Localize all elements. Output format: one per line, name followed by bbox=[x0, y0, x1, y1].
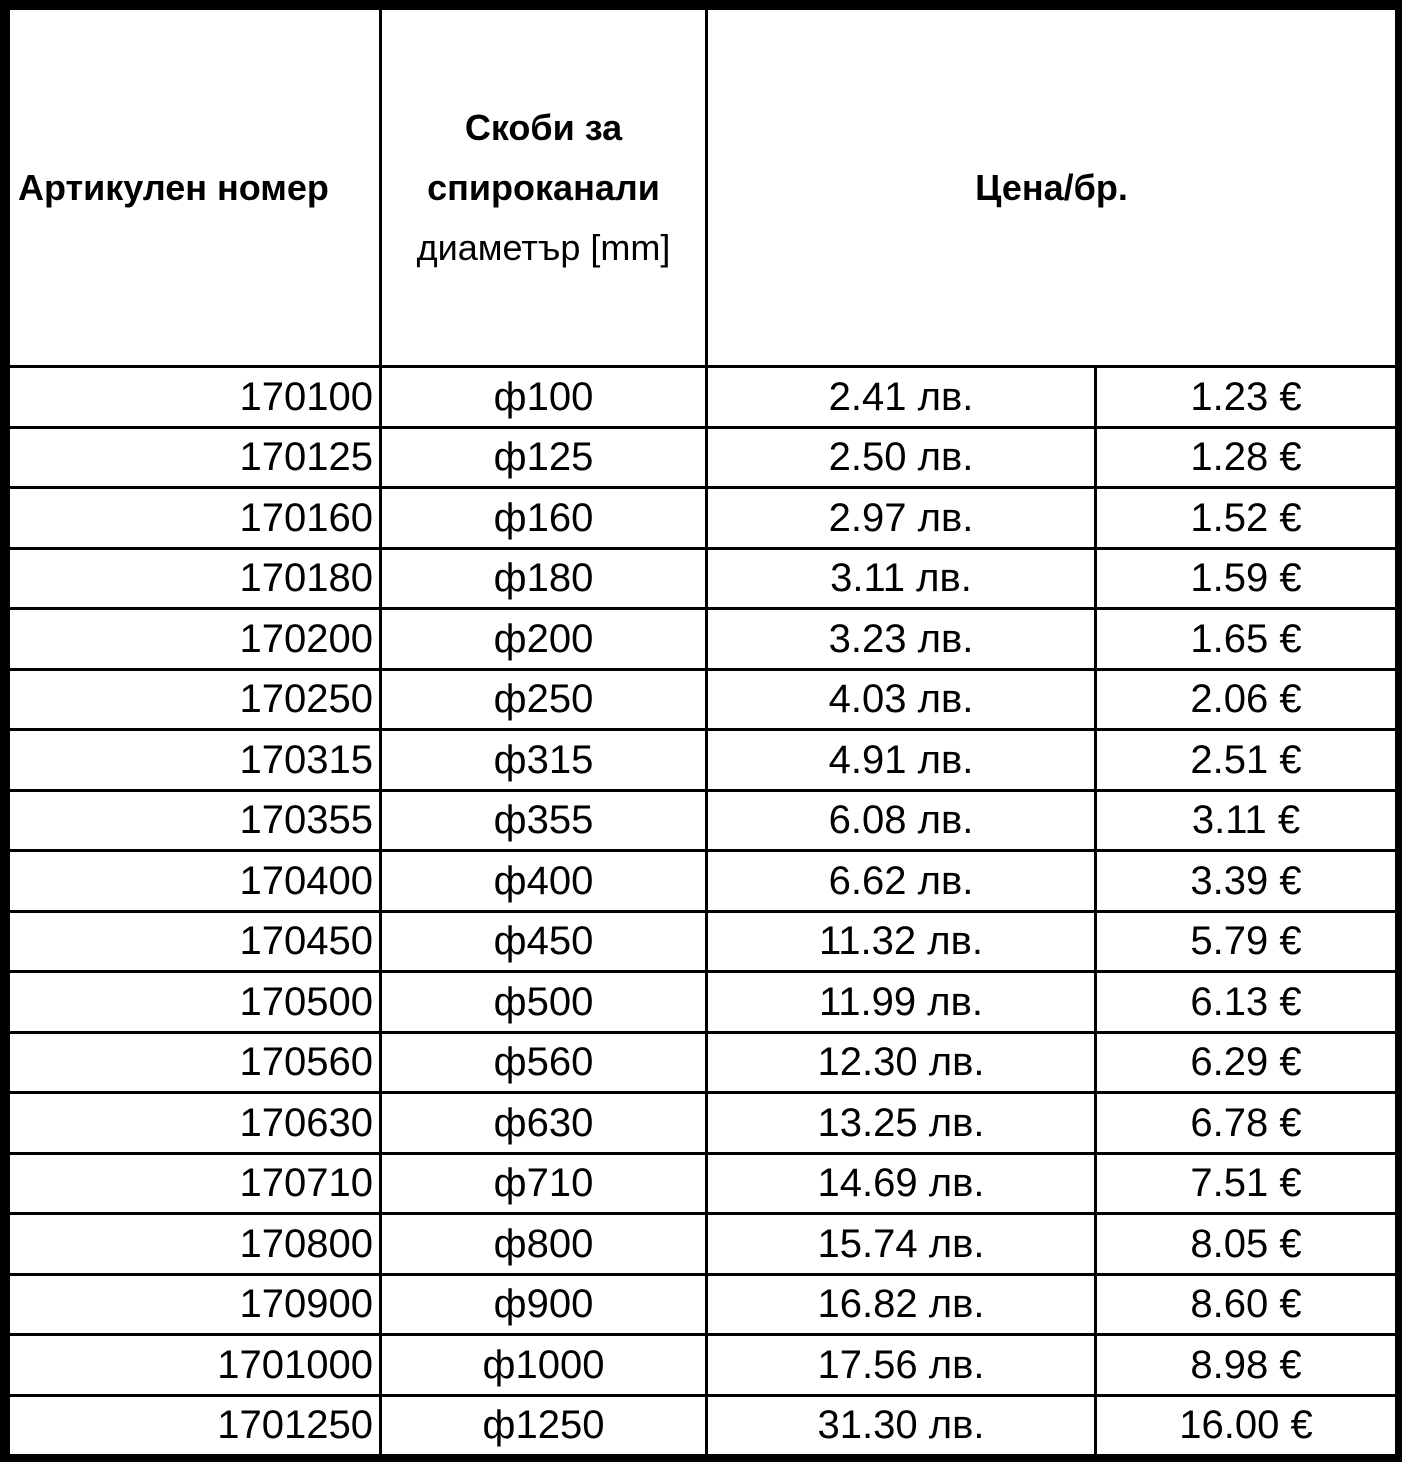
diameter-cell: ф1000 bbox=[381, 1335, 707, 1396]
table-row bbox=[9, 851, 1397, 912]
price-bgn-cell: 31.30 лв. bbox=[707, 1395, 1096, 1456]
price-bgn-cell: 12.30 лв. bbox=[707, 1032, 1096, 1093]
price-eur-cell: 2.06 € bbox=[1096, 669, 1397, 730]
article-number-cell: 170200 bbox=[9, 609, 381, 670]
price-bgn-cell: 6.08 лв. bbox=[707, 790, 1096, 851]
article-number-cell: 170900 bbox=[9, 1274, 381, 1335]
diameter-cell: ф800 bbox=[381, 1214, 707, 1275]
price-bgn-cell: 17.56 лв. bbox=[707, 1335, 1096, 1396]
price-eur-cell: 1.65 € bbox=[1096, 609, 1397, 670]
table-row bbox=[9, 1032, 1397, 1093]
diameter-cell: ф710 bbox=[381, 1153, 707, 1214]
diameter-cell: ф630 bbox=[381, 1093, 707, 1154]
table-row bbox=[9, 427, 1397, 488]
table-row bbox=[9, 972, 1397, 1033]
price-eur-cell: 1.59 € bbox=[1096, 548, 1397, 609]
price-eur-cell: 1.23 € bbox=[1096, 367, 1397, 428]
table-row bbox=[9, 548, 1397, 609]
diameter-cell: ф100 bbox=[381, 367, 707, 428]
article-number-cell: 170560 bbox=[9, 1032, 381, 1093]
article-number-header-label: Артикулен номер bbox=[18, 166, 329, 208]
article-number-cell: 1701000 bbox=[9, 1335, 381, 1396]
diameter-cell: ф125 bbox=[381, 427, 707, 488]
article-number-cell: 170160 bbox=[9, 488, 381, 549]
price-bgn-cell: 11.99 лв. bbox=[707, 972, 1096, 1033]
price-eur-cell: 1.52 € bbox=[1096, 488, 1397, 549]
table-row bbox=[9, 1395, 1397, 1456]
price-bgn-cell: 14.69 лв. bbox=[707, 1153, 1096, 1214]
price-bgn-cell: 4.91 лв. bbox=[707, 730, 1096, 791]
article-number-cell: 170315 bbox=[9, 730, 381, 791]
price-header-label: Цена/бр. bbox=[975, 166, 1128, 208]
price-header bbox=[707, 9, 1397, 367]
article-number-cell: 170355 bbox=[9, 790, 381, 851]
price-eur-cell: 3.39 € bbox=[1096, 851, 1397, 912]
price-eur-cell: 8.98 € bbox=[1096, 1335, 1397, 1396]
price-bgn-cell: 4.03 лв. bbox=[707, 669, 1096, 730]
price-bgn-cell: 2.50 лв. bbox=[707, 427, 1096, 488]
diameter-header-line1: Скоби за bbox=[464, 106, 623, 148]
diameter-cell: ф200 bbox=[381, 609, 707, 670]
diameter-cell: ф560 bbox=[381, 1032, 707, 1093]
price-eur-cell: 8.60 € bbox=[1096, 1274, 1397, 1335]
table-row bbox=[9, 1214, 1397, 1275]
article-number-header bbox=[9, 9, 381, 367]
table-row bbox=[9, 1153, 1397, 1214]
price-bgn-cell: 3.11 лв. bbox=[707, 548, 1096, 609]
table-row bbox=[9, 367, 1397, 428]
diameter-header bbox=[381, 9, 707, 367]
diameter-cell: ф1250 bbox=[381, 1395, 707, 1456]
header-row bbox=[9, 9, 1397, 367]
table-row bbox=[9, 609, 1397, 670]
article-number-cell: 170800 bbox=[9, 1214, 381, 1275]
price-eur-cell: 2.51 € bbox=[1096, 730, 1397, 791]
diameter-cell: ф400 bbox=[381, 851, 707, 912]
price-eur-cell: 1.28 € bbox=[1096, 427, 1397, 488]
article-number-cell: 1701250 bbox=[9, 1395, 381, 1456]
diameter-cell: ф180 bbox=[381, 548, 707, 609]
price-bgn-cell: 15.74 лв. bbox=[707, 1214, 1096, 1275]
diameter-cell: ф900 bbox=[381, 1274, 707, 1335]
table-row bbox=[9, 488, 1397, 549]
article-number-cell: 170100 bbox=[9, 367, 381, 428]
price-bgn-cell: 2.41 лв. bbox=[707, 367, 1096, 428]
table-row bbox=[9, 790, 1397, 851]
article-number-cell: 170250 bbox=[9, 669, 381, 730]
diameter-cell: ф160 bbox=[381, 488, 707, 549]
diameter-cell: ф355 bbox=[381, 790, 707, 851]
article-number-cell: 170180 bbox=[9, 548, 381, 609]
table-row bbox=[9, 1335, 1397, 1396]
price-bgn-cell: 3.23 лв. bbox=[707, 609, 1096, 670]
article-number-cell: 170500 bbox=[9, 972, 381, 1033]
price-eur-cell: 6.29 € bbox=[1096, 1032, 1397, 1093]
price-bgn-cell: 11.32 лв. bbox=[707, 911, 1096, 972]
price-eur-cell: 5.79 € bbox=[1096, 911, 1397, 972]
article-number-cell: 170710 bbox=[9, 1153, 381, 1214]
price-bgn-cell: 2.97 лв. bbox=[707, 488, 1096, 549]
diameter-cell: ф315 bbox=[381, 730, 707, 791]
diameter-header-line2: спироканали bbox=[427, 166, 660, 208]
article-number-cell: 170400 bbox=[9, 851, 381, 912]
diameter-cell: ф250 bbox=[381, 669, 707, 730]
price-bgn-cell: 6.62 лв. bbox=[707, 851, 1096, 912]
diameter-cell: ф500 bbox=[381, 972, 707, 1033]
diameter-header-line3: диаметър [mm] bbox=[416, 226, 671, 268]
price-eur-cell: 6.78 € bbox=[1096, 1093, 1397, 1154]
diameter-cell: ф450 bbox=[381, 911, 707, 972]
article-number-cell: 170630 bbox=[9, 1093, 381, 1154]
price-eur-cell: 16.00 € bbox=[1096, 1395, 1397, 1456]
price-eur-cell: 7.51 € bbox=[1096, 1153, 1397, 1214]
price-bgn-cell: 16.82 лв. bbox=[707, 1274, 1096, 1335]
price-eur-cell: 3.11 € bbox=[1096, 790, 1397, 851]
table-row bbox=[9, 730, 1397, 791]
table-row bbox=[9, 1274, 1397, 1335]
table-row bbox=[9, 669, 1397, 730]
table-row bbox=[9, 1093, 1397, 1154]
price-eur-cell: 8.05 € bbox=[1096, 1214, 1397, 1275]
price-bgn-cell: 13.25 лв. bbox=[707, 1093, 1096, 1154]
price-table bbox=[7, 7, 1398, 1457]
price-eur-cell: 6.13 € bbox=[1096, 972, 1397, 1033]
table-row bbox=[9, 911, 1397, 972]
article-number-cell: 170125 bbox=[9, 427, 381, 488]
article-number-cell: 170450 bbox=[9, 911, 381, 972]
